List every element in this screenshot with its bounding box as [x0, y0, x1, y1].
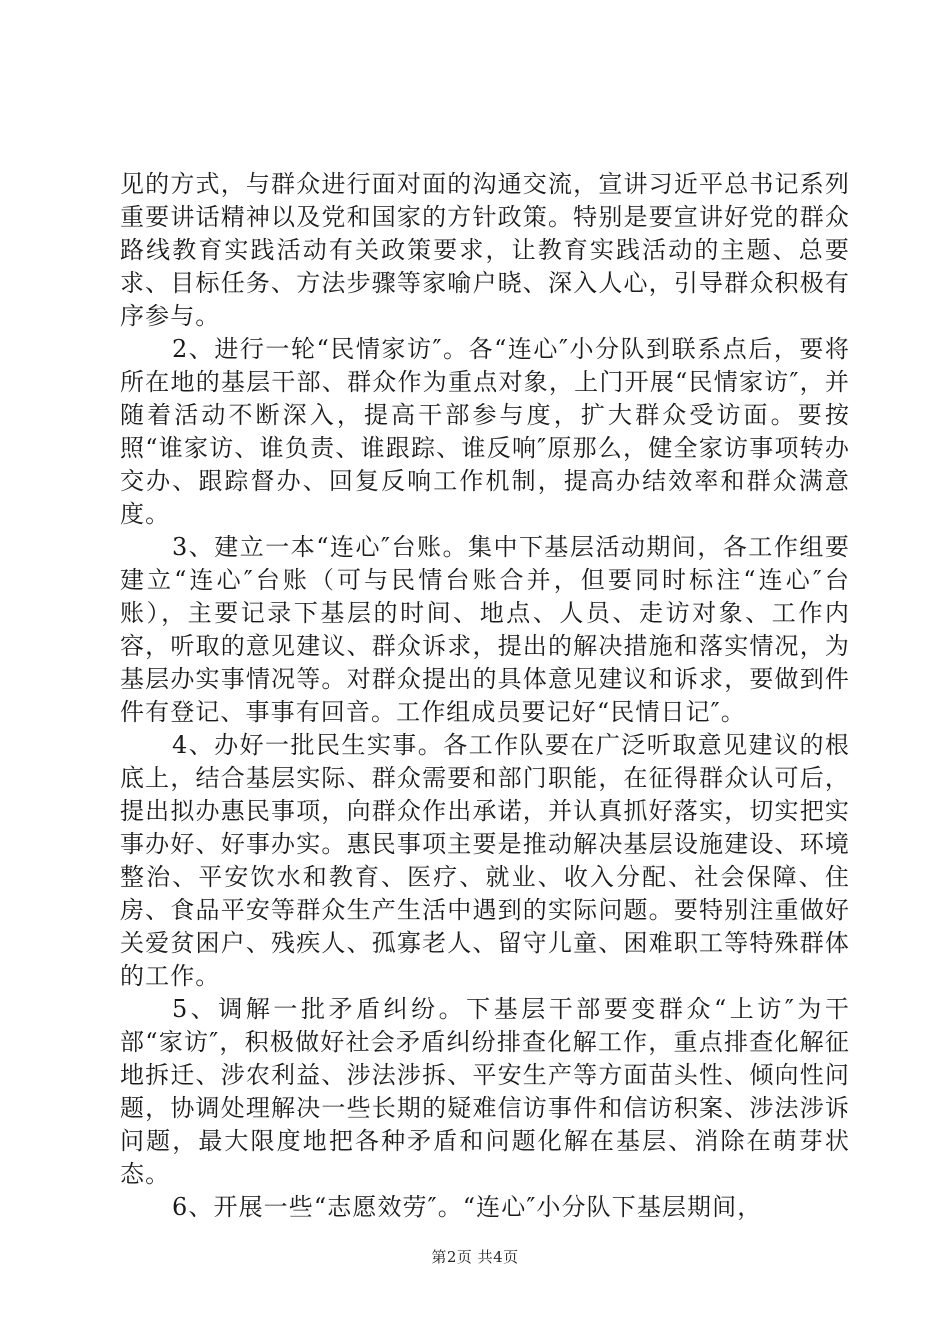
document-body	[120, 168, 850, 1224]
paragraph-intro-continued: 见的方式，与群众进行面对面的沟通交流，宣讲习近平总书记系列重要讲话精神以及党和国家的方针政策。特别是要宣讲好党的群众路线教育实践活动有关政策要求，让教育实践活动的主题、总要求、目标任务、方法步骤等家喻户晓、深入人心，引导群众积极有序参与。	[120, 170, 850, 330]
page-number-footer: 第2页 共4页	[431, 1248, 519, 1266]
paragraph-item-3-ledger: 3、建立一本“连心″台账。集中下基层活动期间，各工作组要建立“连心″台账（可与民情台账合并，但要同时标注“连心″台账），主要记录下基层的时间、地点、人员、走访对象、工作内容，听取的意见建议、群众诉求，提出的解决措施和落实情况，为基层办实事情况等。对群众提出的具体意见建议和诉求，要做到件件有登记、事事有回音。工作组成员要记好“民情日记″。	[120, 533, 850, 726]
paragraph-item-5-disputes: 5、调解一批矛盾纠纷。下基层干部要变群众“上访″为干部“家访″，积极做好社会矛盾纠纷排查化解工作，重点排查化解征地拆迁、涉农利益、涉法涉拆、平安生产等方面苗头性、倾向性问题，协调处理解决一些长期的疑难信访事件和信访积案、涉法涉诉问题，最大限度地把各种矛盾和问题化解在基层、消除在萌芽状态。	[120, 995, 850, 1188]
paragraph-item-6-volunteer: 6、开展一些“志愿效劳″。“连心″小分队下基层期间，	[172, 1193, 763, 1221]
paragraph-item-4-livelihood: 4、办好一批民生实事。各工作队要在广泛听取意见建议的根底上，结合基层实际、群众需要和部门职能，在征得群众认可后，提出拟办惠民事项，向群众作出承诺，并认真抓好落实，切实把实事办好、好事办实。惠民事项主要是推动解决基层设施建设、环境整治、平安饮水和教育、医疗、就业、收入分配、社会保障、住房、食品平安等群众生产生活中遇到的实际问题。要特别注重做好关爱贫困户、残疾人、孤寡老人、留守儿童、困难职工等特殊群体的工作。	[120, 731, 850, 990]
paragraph-item-2-home-visits: 2、进行一轮“民情家访″。各“连心″小分队到联系点后，要将所在地的基层干部、群众作为重点对象，上门开展“民情家访″，并随着活动不断深入，提高干部参与度，扩大群众受访面。要按照“谁家访、谁负责、谁跟踪、谁反响″原那么，健全家访事项转办交办、跟踪督办、回复反响工作机制，提高办结效率和群众满意度。	[120, 335, 850, 528]
